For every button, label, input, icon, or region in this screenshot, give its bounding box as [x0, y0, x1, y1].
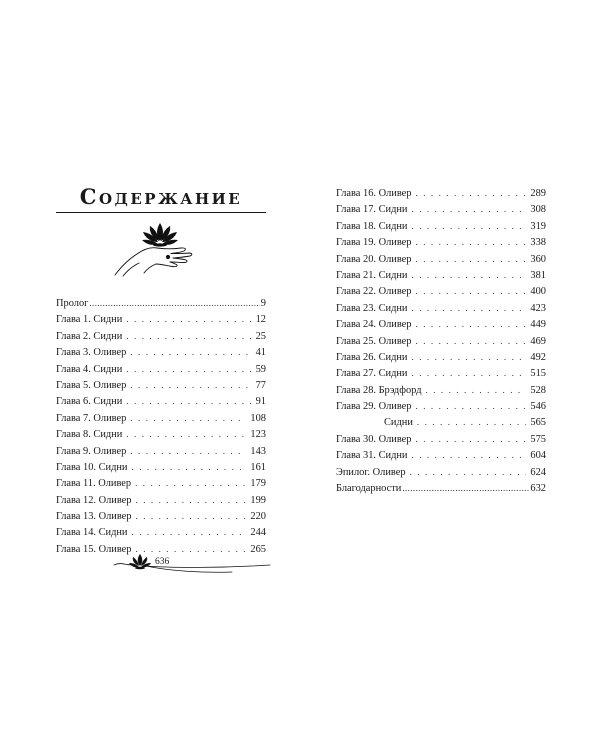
- toc-entry-page: 244: [250, 527, 266, 539]
- toc-entry-title: Глава 12. Оливер: [56, 494, 132, 506]
- dot-leader: [416, 431, 527, 447]
- dot-leader: [132, 459, 247, 475]
- toc-entry[interactable]: [56, 492, 266, 508]
- toc-entry-title: Глава 31. Сидни: [336, 450, 408, 462]
- toc-entry-title: Пролог: [56, 298, 89, 309]
- page-number: 636: [155, 557, 170, 567]
- toc-list-left: [56, 295, 266, 557]
- toc-entry[interactable]: [336, 464, 546, 480]
- toc-entry[interactable]: [336, 300, 546, 316]
- toc-entry-title: Глава 17. Сидни: [336, 204, 408, 216]
- toc-entry-page: 575: [530, 433, 546, 445]
- toc-entry-page: 220: [250, 511, 266, 523]
- toc-entry[interactable]: [56, 475, 266, 491]
- toc-entry-title: Глава 7. Оливер: [56, 412, 127, 424]
- dot-leader: [417, 414, 527, 430]
- toc-entry-title: Глава 19. Оливер: [336, 237, 412, 249]
- toc-entry[interactable]: [336, 267, 546, 283]
- toc-entry-page: 528: [530, 384, 546, 396]
- page-title: Содержание: [79, 184, 243, 209]
- toc-entry-page: 199: [250, 494, 266, 506]
- toc-entry-page: 25: [255, 330, 266, 342]
- dot-leader: [416, 251, 527, 267]
- toc-entry-title: Сидни: [384, 417, 413, 429]
- toc-entry-title: Эпилог. Оливер: [336, 466, 406, 478]
- toc-entry-page: 423: [530, 302, 546, 314]
- dot-leader: [136, 508, 247, 524]
- toc-entry-title: Глава 18. Сидни: [336, 220, 408, 232]
- dot-leader: [402, 480, 529, 496]
- title-rule: [56, 212, 266, 213]
- toc-entry-page: 319: [530, 220, 546, 232]
- dot-leader: [130, 443, 246, 459]
- toc-entry-page: 12: [255, 314, 266, 326]
- toc-entry-title: Глава 4. Сидни: [56, 363, 123, 375]
- toc-entry[interactable]: [336, 218, 546, 234]
- toc-entry-title: Глава 1. Сидни: [56, 314, 123, 326]
- toc-entry[interactable]: [336, 234, 546, 250]
- toc-entry[interactable]: [56, 508, 266, 524]
- toc-entry-page: 289: [530, 188, 546, 199]
- toc-entry[interactable]: [56, 295, 266, 311]
- toc-entry-title: Глава 5. Оливер: [56, 379, 127, 391]
- toc-entry-page: 515: [530, 368, 546, 380]
- dot-leader: [416, 283, 527, 299]
- toc-entry[interactable]: [56, 311, 266, 327]
- toc-entry-title: Глава 30. Оливер: [336, 433, 412, 445]
- dot-leader: [410, 464, 527, 480]
- toc-entry[interactable]: [56, 459, 266, 475]
- toc-entry-title: Глава 20. Оливер: [336, 253, 412, 265]
- toc-entry[interactable]: [336, 480, 546, 496]
- dot-leader: [412, 201, 527, 217]
- dot-leader: [412, 349, 527, 365]
- toc-entry-title: Глава 28. Брэдфорд: [336, 384, 422, 396]
- toc-entry-page: 123: [250, 429, 266, 441]
- toc-entry-title: Глава 6. Сидни: [56, 396, 123, 408]
- toc-entry-page: 179: [250, 478, 266, 490]
- toc-entry-title: Глава 14. Сидни: [56, 527, 128, 539]
- toc-list-right: [336, 185, 546, 496]
- toc-left-column: [56, 184, 266, 557]
- toc-right-column: [336, 185, 546, 496]
- dot-leader: [126, 361, 251, 377]
- toc-entry-title: Глава 25. Оливер: [336, 335, 412, 347]
- toc-entry-page: 492: [530, 351, 546, 363]
- toc-entry[interactable]: [336, 398, 546, 414]
- toc-entry[interactable]: [56, 524, 266, 540]
- toc-entry-title: Глава 15. Оливер: [56, 543, 132, 555]
- dot-leader: [416, 234, 527, 250]
- toc-entry-title: Глава 27. Сидни: [336, 368, 408, 380]
- toc-entry-page: 624: [530, 466, 546, 478]
- dot-leader: [412, 300, 527, 316]
- toc-entry-page: 565: [530, 417, 546, 429]
- dot-leader: [412, 267, 527, 283]
- toc-entry[interactable]: [336, 185, 546, 201]
- toc-entry-page: 632: [530, 483, 546, 495]
- toc-entry-page: 449: [530, 319, 546, 331]
- dot-leader: [412, 365, 527, 381]
- toc-entry-page: 91: [255, 396, 266, 408]
- toc-entry-title: Глава 3. Оливер: [56, 347, 127, 359]
- toc-entry[interactable]: [336, 382, 546, 398]
- toc-entry[interactable]: [336, 447, 546, 463]
- toc-entry-title: Глава 13. Оливер: [56, 511, 132, 523]
- dot-leader: [412, 447, 527, 463]
- toc-entry-title: Глава 2. Сидни: [56, 330, 123, 342]
- toc-entry[interactable]: [336, 316, 546, 332]
- toc-entry[interactable]: [56, 344, 266, 360]
- toc-entry-title: Глава 24. Оливер: [336, 319, 412, 331]
- toc-entry[interactable]: [56, 377, 266, 393]
- dot-leader: [416, 185, 527, 201]
- toc-entry[interactable]: [336, 251, 546, 267]
- toc-entry-page: 360: [530, 253, 546, 265]
- toc-entry[interactable]: [336, 201, 546, 217]
- toc-entry-title: Глава 21. Сидни: [336, 269, 408, 281]
- toc-entry[interactable]: [336, 283, 546, 299]
- toc-entry-page: 143: [250, 445, 266, 457]
- dot-leader: [135, 475, 246, 491]
- toc-entry[interactable]: [336, 431, 546, 447]
- dot-leader: [416, 333, 527, 349]
- toc-entry-title: Глава 16. Оливер: [336, 188, 412, 199]
- toc-entry-title: Глава 23. Сидни: [336, 302, 408, 314]
- toc-entry-page: 469: [530, 335, 546, 347]
- dot-leader: [412, 218, 527, 234]
- toc-entry-page: 9: [260, 298, 266, 309]
- dot-leader: [126, 328, 251, 344]
- dot-leader: [416, 398, 527, 414]
- toc-entry[interactable]: [336, 414, 546, 430]
- toc-entry-title: Глава 26. Сидни: [336, 351, 408, 363]
- toc-entry[interactable]: [56, 393, 266, 409]
- dot-leader: [89, 295, 259, 311]
- dot-leader: [130, 344, 251, 360]
- dot-leader: [130, 377, 251, 393]
- toc-entry-title: Глава 9. Оливер: [56, 445, 127, 457]
- page-footer: [112, 551, 272, 579]
- toc-entry-page: 381: [530, 269, 546, 281]
- toc-entry[interactable]: [56, 361, 266, 377]
- toc-entry-page: 41: [255, 347, 266, 359]
- lotus-flourish-icon: [112, 551, 272, 579]
- toc-entry-page: 161: [250, 461, 266, 473]
- hand-holding-lotus-icon: [111, 219, 211, 277]
- dot-leader: [126, 393, 251, 409]
- toc-entry-page: 77: [255, 379, 266, 391]
- dot-leader: [426, 382, 527, 398]
- dot-leader: [130, 410, 246, 426]
- toc-entry-title: Благодарности: [336, 483, 402, 495]
- toc-entry[interactable]: [336, 349, 546, 365]
- dot-leader: [136, 492, 247, 508]
- toc-entry-title: Глава 11. Оливер: [56, 478, 132, 490]
- dot-leader: [126, 426, 246, 442]
- toc-entry-page: 604: [530, 450, 546, 462]
- toc-entry-page: 265: [250, 543, 266, 555]
- toc-entry-title: Глава 29. Оливер: [336, 401, 412, 413]
- toc-entry[interactable]: [56, 328, 266, 344]
- toc-entry[interactable]: [56, 410, 266, 426]
- toc-entry[interactable]: [56, 426, 266, 442]
- toc-entry-title: Глава 22. Оливер: [336, 286, 412, 298]
- toc-entry-page: 400: [530, 286, 546, 298]
- dot-leader: [132, 524, 247, 540]
- toc-entry-page: 108: [250, 412, 266, 424]
- toc-entry-title: Глава 8. Сидни: [56, 429, 123, 441]
- toc-entry-page: 338: [530, 237, 546, 249]
- toc-entry-title: Глава 10. Сидни: [56, 461, 128, 473]
- dot-leader: [126, 311, 251, 327]
- toc-entry-page: 59: [255, 363, 266, 375]
- toc-entry-page: 546: [530, 401, 546, 413]
- toc-entry[interactable]: [336, 333, 546, 349]
- dot-leader: [416, 316, 527, 332]
- toc-entry[interactable]: [56, 443, 266, 459]
- toc-entry[interactable]: [336, 365, 546, 381]
- toc-entry-page: 308: [530, 204, 546, 216]
